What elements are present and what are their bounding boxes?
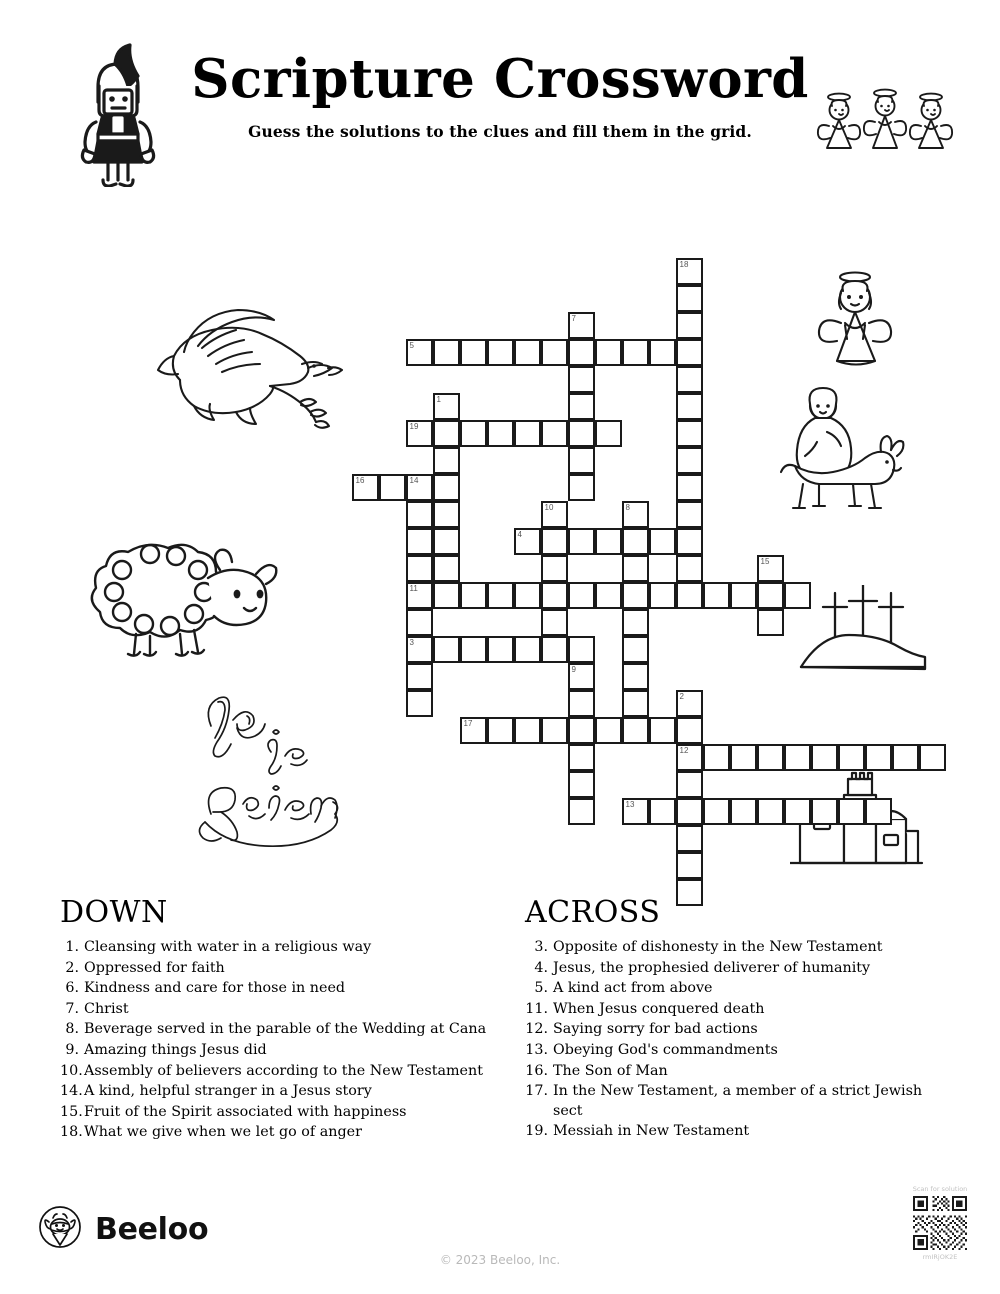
grid-cell[interactable]: [460, 636, 487, 663]
grid-cell[interactable]: [460, 339, 487, 366]
grid-cell[interactable]: [406, 663, 433, 690]
grid-cell[interactable]: [568, 717, 595, 744]
grid-cell[interactable]: [433, 555, 460, 582]
grid-cell[interactable]: [595, 420, 622, 447]
clue-across-11: [525, 1000, 945, 1020]
clue-number: 15.: [60, 1103, 83, 1120]
clue-text: Beverage served in the parable of the Wedding at Cana: [84, 1021, 487, 1038]
grid-cell[interactable]: [676, 582, 703, 609]
across-heading: ACROSS: [525, 895, 661, 930]
grid-cell[interactable]: [379, 474, 406, 501]
clue-text: In the New Testament, a member of a strict Jewish sect: [553, 1083, 923, 1119]
crossword-grid[interactable]: [352, 258, 952, 898]
clue-number: 10.: [60, 1062, 83, 1079]
clue-text: Assembly of believers according to the New Testament: [84, 1062, 483, 1079]
grid-cell[interactable]: [622, 636, 649, 663]
grid-cell[interactable]: [568, 447, 595, 474]
grid-cell[interactable]: [865, 744, 892, 771]
clue-number: 18.: [60, 1124, 83, 1141]
grid-cell[interactable]: [568, 690, 595, 717]
clue-text: Christ: [84, 1000, 129, 1017]
cell-number: 15: [760, 557, 770, 566]
grid-cell[interactable]: [514, 528, 541, 555]
clue-text: Cleansing with water in a religious way: [84, 939, 372, 955]
page-footer: [0, 1165, 1000, 1294]
clues-section: [0, 895, 1000, 1165]
grid-cell[interactable]: [514, 420, 541, 447]
cell-number: 8: [625, 503, 630, 512]
grid-cell[interactable]: [541, 717, 568, 744]
grid-cell[interactable]: [406, 339, 433, 366]
cell-number: 1: [436, 395, 441, 404]
grid-cell[interactable]: [676, 717, 703, 744]
grid-cell[interactable]: [622, 663, 649, 690]
cell-number: 12: [679, 746, 689, 755]
grid-cell[interactable]: [730, 582, 757, 609]
grid-cell[interactable]: [406, 528, 433, 555]
grid-cell[interactable]: [622, 717, 649, 744]
grid-cell[interactable]: [433, 636, 460, 663]
grid-cell[interactable]: [406, 582, 433, 609]
clue-text: The Son of Man: [553, 1062, 668, 1079]
grid-cell[interactable]: [406, 555, 433, 582]
grid-cell[interactable]: [406, 474, 433, 501]
grid-cell[interactable]: [703, 582, 730, 609]
clue-down-10: [60, 1062, 490, 1082]
clue-text: Obeying God's commandments: [553, 1041, 778, 1058]
clue-number: 9.: [65, 1041, 79, 1058]
grid-cell[interactable]: [622, 690, 649, 717]
dove-with-olive-branch-illustration: [150, 260, 360, 440]
title-block: [190, 48, 810, 141]
cell-number: 4: [517, 530, 522, 539]
cell-number: 5: [409, 341, 414, 350]
clue-text: Jesus, the prophesied deliverer of humanity: [553, 959, 871, 976]
grid-cell[interactable]: [622, 555, 649, 582]
clue-down-6: [60, 979, 490, 999]
grid-cell[interactable]: [541, 609, 568, 636]
grid-cell[interactable]: [568, 771, 595, 798]
clue-across-16: [525, 1062, 945, 1082]
lamb-illustration: [80, 490, 290, 660]
clue-text: Fruit of the Spirit associated with happiness: [84, 1103, 407, 1120]
clue-text: Oppressed for faith: [84, 959, 225, 976]
qr-id: rmIRjOK2E: [922, 1253, 958, 1261]
grid-cell[interactable]: [433, 582, 460, 609]
grid-cell[interactable]: [757, 609, 784, 636]
grid-cell[interactable]: [541, 582, 568, 609]
grid-cell[interactable]: [406, 636, 433, 663]
grid-cell[interactable]: [676, 393, 703, 420]
clue-number: 1.: [65, 939, 79, 955]
clue-text: Kindness and care for those in need: [84, 980, 346, 997]
grid-cell[interactable]: [352, 474, 379, 501]
grid-cell[interactable]: [757, 582, 784, 609]
grid-cell[interactable]: [487, 339, 514, 366]
grid-cell[interactable]: [433, 339, 460, 366]
clue-across-4: [525, 959, 945, 979]
grid-cell[interactable]: [487, 582, 514, 609]
clue-across-13: [525, 1041, 945, 1061]
beeloo-brand: [38, 1205, 208, 1254]
grid-cell[interactable]: [757, 744, 784, 771]
grid-cell[interactable]: [460, 420, 487, 447]
clue-text: A kind act from above: [553, 980, 713, 997]
clue-number: 8.: [65, 1021, 79, 1038]
grid-cell[interactable]: [568, 582, 595, 609]
grid-cell[interactable]: [622, 528, 649, 555]
cell-number: 2: [679, 692, 684, 701]
page-header: [0, 0, 1000, 200]
grid-cell[interactable]: [622, 798, 649, 825]
clue-number: 16.: [525, 1062, 548, 1079]
qr-code[interactable]: [913, 1196, 967, 1250]
clue-down-2: [60, 959, 490, 979]
grid-cell[interactable]: [676, 312, 703, 339]
grid-cell[interactable]: [676, 366, 703, 393]
clue-text: A kind, helpful stranger in a Jesus story: [84, 1083, 372, 1100]
grid-cell[interactable]: [568, 636, 595, 663]
clue-number: 19.: [525, 1123, 548, 1140]
clue-down-14: [60, 1082, 490, 1102]
grid-cell[interactable]: [568, 528, 595, 555]
grid-cell[interactable]: [568, 339, 595, 366]
grid-cell[interactable]: [838, 744, 865, 771]
clue-number: 6.: [65, 980, 79, 997]
roman-soldier-icon: [58, 42, 178, 187]
grid-cell[interactable]: [649, 582, 676, 609]
grid-cell[interactable]: [514, 717, 541, 744]
clue-number: 3.: [534, 939, 548, 955]
grid-cell[interactable]: [541, 528, 568, 555]
grid-cell[interactable]: [676, 528, 703, 555]
grid-cell[interactable]: [676, 798, 703, 825]
cell-number: 17: [463, 719, 473, 728]
clue-down-8: [60, 1020, 490, 1040]
grid-cell[interactable]: [757, 798, 784, 825]
grid-cell[interactable]: [541, 555, 568, 582]
across-clues-column: [525, 895, 945, 1143]
cell-number: 18: [679, 260, 689, 269]
grid-cell[interactable]: [730, 744, 757, 771]
grid-cell[interactable]: [649, 798, 676, 825]
puzzle-area: [0, 200, 1000, 890]
grid-cell[interactable]: [487, 717, 514, 744]
grid-cell[interactable]: [622, 339, 649, 366]
clue-text: When Jesus conquered death: [553, 1000, 765, 1017]
grid-cell[interactable]: [595, 528, 622, 555]
grid-cell[interactable]: [649, 717, 676, 744]
clue-number: 2.: [65, 959, 79, 976]
grid-cell[interactable]: [919, 744, 946, 771]
grid-cell[interactable]: [595, 582, 622, 609]
grid-cell[interactable]: [676, 555, 703, 582]
grid-cell[interactable]: [676, 339, 703, 366]
grid-cell[interactable]: [595, 339, 622, 366]
grid-cell[interactable]: [595, 717, 622, 744]
down-clue-list: [60, 938, 490, 1143]
bee-logo-icon: [38, 1205, 82, 1254]
clue-text: Amazing things Jesus did: [84, 1041, 267, 1058]
cell-number: 3: [409, 638, 414, 647]
clue-number: 5.: [534, 980, 548, 997]
grid-cell[interactable]: [811, 798, 838, 825]
clue-number: 14.: [60, 1083, 83, 1100]
grid-cell[interactable]: [811, 744, 838, 771]
clue-down-15: [60, 1103, 490, 1123]
clue-across-12: [525, 1020, 945, 1040]
grid-cell[interactable]: [433, 447, 460, 474]
cell-number: 14: [409, 476, 419, 485]
copyright-text: © 2023 Beeloo, Inc.: [439, 1253, 561, 1267]
grid-cell[interactable]: [676, 852, 703, 879]
qr-block: [905, 1185, 975, 1261]
grid-cell[interactable]: [568, 744, 595, 771]
cell-number: 19: [409, 422, 419, 431]
clue-down-7: [60, 1000, 490, 1020]
grid-cell[interactable]: [676, 825, 703, 852]
grid-cell[interactable]: [433, 528, 460, 555]
clue-number: 11.: [525, 1000, 548, 1017]
grid-cell[interactable]: [649, 339, 676, 366]
grid-cell[interactable]: [676, 744, 703, 771]
grid-cell[interactable]: [433, 501, 460, 528]
grid-cell[interactable]: [784, 798, 811, 825]
across-clue-list: [525, 938, 945, 1142]
cell-number: 10: [544, 503, 554, 512]
cell-number: 13: [625, 800, 635, 809]
grid-cell[interactable]: [433, 393, 460, 420]
he-is-risen-lettering-illustration: [185, 680, 350, 855]
grid-cell[interactable]: [487, 636, 514, 663]
page-title: Scripture Crossword: [191, 48, 809, 110]
clue-down-9: [60, 1041, 490, 1061]
grid-cell[interactable]: [757, 555, 784, 582]
grid-cell[interactable]: [406, 609, 433, 636]
clue-across-5: [525, 979, 945, 999]
grid-cell[interactable]: [433, 474, 460, 501]
grid-cell[interactable]: [568, 474, 595, 501]
grid-cell[interactable]: [892, 744, 919, 771]
grid-cell[interactable]: [406, 690, 433, 717]
grid-cell[interactable]: [676, 501, 703, 528]
grid-cell[interactable]: [541, 339, 568, 366]
grid-cell[interactable]: [730, 798, 757, 825]
grid-cell[interactable]: [676, 474, 703, 501]
clue-text: Saying sorry for bad actions: [553, 1021, 758, 1038]
clue-number: 7.: [65, 1000, 79, 1017]
grid-cell[interactable]: [676, 285, 703, 312]
grid-cell[interactable]: [676, 420, 703, 447]
clue-number: 17.: [525, 1083, 548, 1100]
grid-cell[interactable]: [514, 582, 541, 609]
grid-cell[interactable]: [676, 258, 703, 285]
clue-text: Messiah in New Testament: [553, 1123, 750, 1140]
grid-cell[interactable]: [433, 420, 460, 447]
clue-text: What we give when we let go of anger: [84, 1124, 362, 1141]
clue-down-1: [60, 938, 490, 958]
grid-cell[interactable]: [460, 582, 487, 609]
grid-cell[interactable]: [865, 798, 892, 825]
three-angels-icon: [815, 82, 955, 162]
grid-cell[interactable]: [676, 447, 703, 474]
grid-cell[interactable]: [649, 528, 676, 555]
grid-cell[interactable]: [487, 420, 514, 447]
grid-cell[interactable]: [703, 798, 730, 825]
clue-across-3: [525, 938, 945, 958]
brand-name: Beeloo: [95, 1212, 209, 1247]
grid-cell[interactable]: [568, 393, 595, 420]
cell-number: 7: [571, 314, 576, 323]
grid-cell[interactable]: [838, 798, 865, 825]
grid-cell[interactable]: [514, 339, 541, 366]
clue-number: 4.: [534, 959, 548, 976]
grid-cell[interactable]: [514, 636, 541, 663]
grid-cell[interactable]: [676, 771, 703, 798]
page-subtitle: Guess the solutions to the clues and fill them in the grid.: [248, 121, 752, 141]
grid-cell[interactable]: [568, 798, 595, 825]
grid-cell[interactable]: [460, 717, 487, 744]
grid-cell[interactable]: [784, 744, 811, 771]
clue-across-19: [525, 1122, 945, 1142]
grid-cell[interactable]: [541, 636, 568, 663]
grid-cell[interactable]: [568, 312, 595, 339]
qr-label: Scan for solution: [912, 1185, 968, 1193]
clue-across-17: [525, 1082, 945, 1121]
grid-cell[interactable]: [703, 744, 730, 771]
grid-cell[interactable]: [568, 663, 595, 690]
grid-cell[interactable]: [622, 609, 649, 636]
grid-cell[interactable]: [568, 420, 595, 447]
clue-down-18: [60, 1123, 490, 1143]
clue-text: Opposite of dishonesty in the New Testament: [553, 939, 883, 955]
grid-cell[interactable]: [406, 420, 433, 447]
grid-cell[interactable]: [541, 501, 568, 528]
clue-number: 12.: [525, 1021, 548, 1038]
down-clues-column: [60, 895, 490, 1144]
cell-number: 9: [571, 665, 576, 674]
grid-cell[interactable]: [622, 501, 649, 528]
cell-number: 16: [355, 476, 365, 485]
grid-cell[interactable]: [406, 501, 433, 528]
clue-number: 13.: [525, 1041, 548, 1058]
cell-number: 11: [409, 584, 418, 593]
grid-cell[interactable]: [622, 582, 649, 609]
grid-cell[interactable]: [541, 420, 568, 447]
grid-cell[interactable]: [784, 582, 811, 609]
down-heading: DOWN: [60, 895, 168, 930]
grid-cell[interactable]: [676, 690, 703, 717]
grid-cell[interactable]: [568, 366, 595, 393]
